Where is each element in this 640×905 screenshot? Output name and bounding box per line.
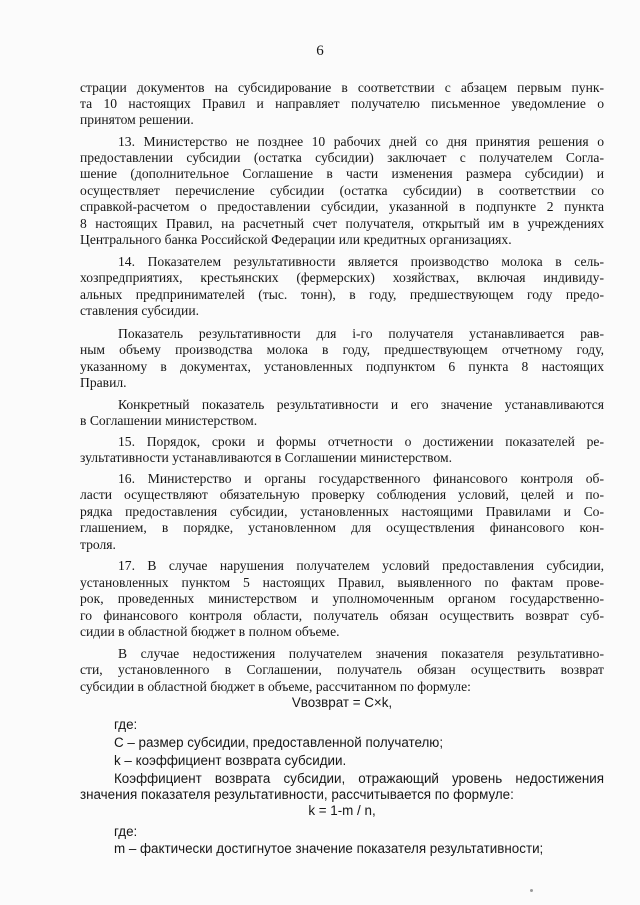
text-line: рок, проведенных министерством и уполномоченным органом государственно- bbox=[80, 591, 604, 606]
definition-k: k – коэффициент возврата субсидии. bbox=[114, 753, 347, 768]
paragraph-15-start: 15. Порядок, сроки и формы отчетности о достижении показателей ре- bbox=[118, 434, 604, 449]
paragraph-17-start: 17. В случае нарушения получателем условий предоставления субсидии, bbox=[118, 558, 604, 573]
text-line: го финансового контроля области, получатель обязан осуществить возврат суб- bbox=[80, 608, 604, 623]
text-line: сти, установленного в Соглашении, получатель обязан осуществить возврат bbox=[80, 662, 604, 677]
paragraph-14-start: 14. Показателем результативности является производство молока в сель- bbox=[118, 254, 604, 269]
scan-speck bbox=[530, 889, 533, 892]
text-line: Правил. bbox=[80, 375, 127, 390]
paragraph-13-start: 13. Министерство не позднее 10 рабочих дней со дня принятия решения о bbox=[118, 134, 604, 149]
text-line: 8 настоящих Правил, на расчетный счет получателя, открытый им в учреждениях bbox=[80, 216, 604, 231]
text-line: та 10 настоящих Правил и направляет получателю письменное уведомление о bbox=[80, 96, 604, 111]
text-line: принятом решении. bbox=[80, 112, 194, 127]
text-line: осуществляет перечисление субсидии (остатка субсидии) в соответствии со bbox=[80, 183, 604, 198]
paragraph-start: В случае недостижения получателем значения показателя результативно- bbox=[118, 646, 604, 661]
text-line: сидии в областной бюджет в полном объеме. bbox=[80, 624, 340, 639]
page-number: 6 bbox=[316, 43, 324, 59]
text-line: ным объему производства молока в году, предшествующем отчетному году, bbox=[80, 342, 604, 357]
definition-c: C – размер субсидии, предоставленной получателю; bbox=[114, 735, 444, 750]
text-line: ставления субсидии. bbox=[80, 303, 199, 318]
where-label: где: bbox=[114, 824, 138, 839]
formula-k: k = 1-m / n, bbox=[308, 803, 376, 818]
text-line: страции документов на субсидирование в соответствии с абзацем первым пунк- bbox=[80, 80, 604, 95]
text-line: установленных пунктом 5 настоящих Правил, выявленного по фактам прове- bbox=[80, 575, 604, 590]
paragraph-start: Конкретный показатель результативности и его значение устанавливаются bbox=[118, 397, 604, 412]
text-line: троля. bbox=[80, 537, 116, 552]
definition-m: m – фактически достигнутое значение показателя результативности; bbox=[114, 841, 544, 856]
paragraph-start: Показатель результативности для i-го получателя устанавливается рав- bbox=[118, 326, 604, 341]
text-line: альных предпринимателей (тыс. тонн), в году, предшествующем году предо- bbox=[80, 287, 604, 302]
text-line: в Соглашении министерством. bbox=[80, 413, 258, 428]
text-line: рядка предоставления субсидии, установленных настоящими Правилами и Со- bbox=[80, 504, 604, 519]
where-label: где: bbox=[114, 717, 138, 732]
text-line: предоставлении субсидии (остатка субсидии) заключает с получателем Согла- bbox=[80, 150, 604, 165]
text-line: зультативности устанавливаются в Соглашении министерством. bbox=[80, 450, 453, 465]
text-line: справкой-расчетом о предоставлении субсидии, указанной в подпункте 2 пункта bbox=[80, 199, 604, 214]
formula-v-return: Vвозврат = C×k, bbox=[291, 695, 393, 710]
text-line: указанному в документах, установленных подпунктом 6 пункта 8 настоящих bbox=[80, 359, 604, 374]
paragraph-16-start: 16. Министерство и органы государственного финансового контроля об- bbox=[118, 471, 604, 486]
text-line: субсидии в областной бюджет в объеме, рассчитанном по формуле: bbox=[80, 679, 471, 694]
text-line: значения показателя результативности, рассчитывается по формуле: bbox=[80, 787, 514, 802]
text-line: хозпредприятиях, крестьянских (фермерских) хозяйствах, включая индивиду- bbox=[80, 270, 604, 285]
paragraph-start: Коэффициент возврата субсидии, отражающий уровень недостижения bbox=[114, 771, 604, 786]
text-line: глашением, в порядке, установленном для осуществления финансового кон- bbox=[80, 520, 604, 535]
text-line: ласти осуществляют обязательную проверку соблюдения условий, целей и по- bbox=[80, 487, 604, 502]
text-line: шение (дополнительное Соглашение в части изменения размера субсидии) и bbox=[80, 166, 604, 181]
text-line: Центрального банка Российской Федерации или кредитных организациях. bbox=[80, 232, 512, 247]
